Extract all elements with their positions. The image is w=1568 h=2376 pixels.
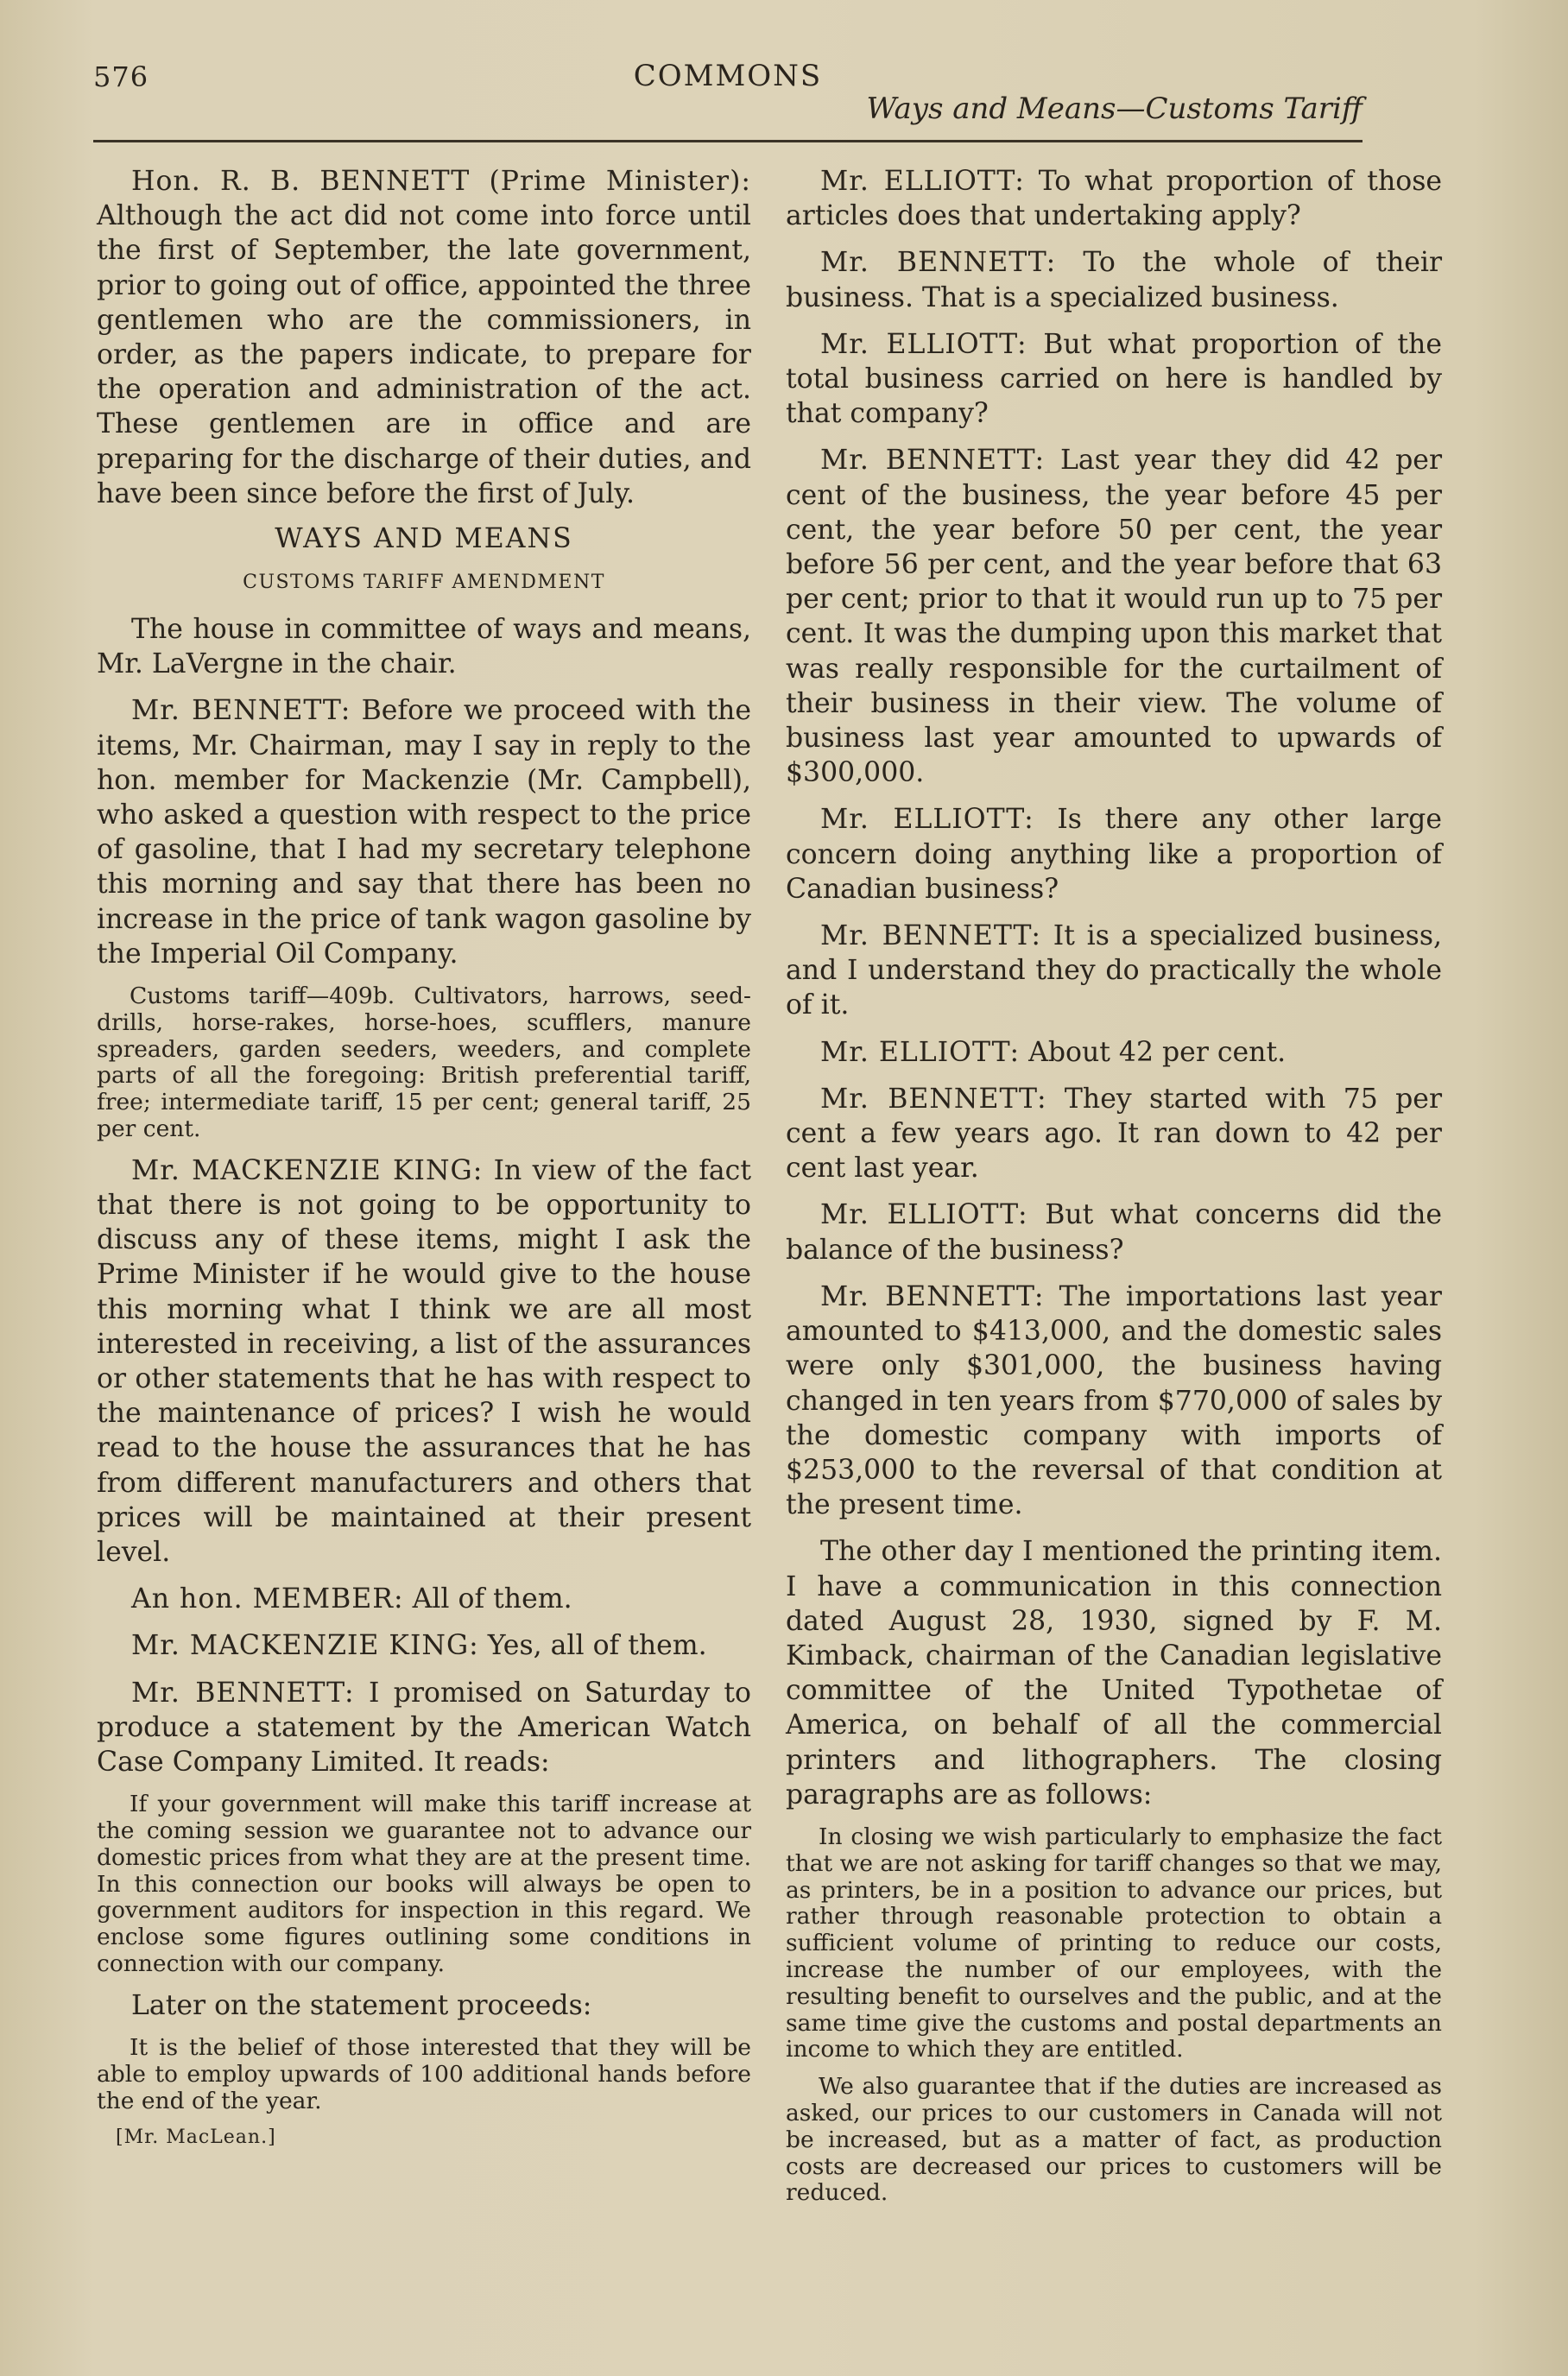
speech-paragraph bbox=[786, 919, 1442, 1023]
speaker-name: Mr. BENNETT: bbox=[820, 1280, 1045, 1312]
speech-paragraph bbox=[786, 443, 1442, 790]
quoted-statement: It is the belief of those interested that they will be able to employ upwards of 100 additional hands before the end of the year. bbox=[97, 2034, 751, 2114]
speaker-footer-reference: [Mr. MacLean.] bbox=[116, 2126, 276, 2149]
speech-text: But what concerns did the balance of the business? bbox=[786, 1199, 1442, 1266]
speaker-name: Mr. ELLIOTT: bbox=[820, 804, 1034, 836]
running-head: COMMONS bbox=[633, 59, 823, 93]
subsection-heading: CUSTOMS TARIFF AMENDMENT bbox=[243, 572, 605, 594]
speech-text: In view of the fact that there is not going to be opportunity to discuss any of these items, might I ask the Prime Minister if he would give to the house this morning what I think we are all most interested in receiving, a list of the assurances or other statements that he has with respect to the maintenance of prices? I wish he would read to the house the assurances that he has from different manufacturers and others that prices will be maintained at their present level. bbox=[97, 1154, 751, 1569]
speech-text: But what proportion of the total business carried on here is handled by that company? bbox=[786, 328, 1442, 430]
speaker-name: Mr. BENNETT: bbox=[820, 920, 1041, 952]
quoted-statement: If your government will make this tariff increase at the coming session we guarantee not to advance our domestic prices from what they are at the present time. In this connection our books will always be open to government auditors for inspection in this regard. We enclose some figures outlining some conditions in connection with our company. bbox=[97, 1791, 751, 1978]
speaker-name: Hon. R. B. BENNETT (Prime Minister): bbox=[131, 166, 751, 197]
narrative-paragraph: Later on the statement proceeds: bbox=[131, 1989, 592, 2021]
speech-paragraph bbox=[786, 164, 1442, 233]
narrative-paragraph: The other day I mentioned the printing item. I have a communication in this connection dated August 28, 1930, signed by F. M. Kimback, chairman of the Canadian legislative committee of the United Typothetae of America, on behalf of all the commercial printers and lithographers. The closing paragraphs are as follows: bbox=[786, 1536, 1442, 1810]
quoted-statement: We also guarantee that if the duties are increased as asked, our prices to our customers in Canada will not be increased, but as a matter of fact, as production costs are decreased our prices to customers will be reduced. bbox=[786, 2073, 1442, 2207]
quoted-statement: In closing we wish particularly to emphasize the fact that we are not asking for tariff changes so that we may, as printers, be in a position to advance our prices, but rather through reasonable protection to obtain a sufficient volume of printing to reduce our costs, increase the number of our employees, with the resulting benefit to ourselves and the public, and at the same time give the customs and postal departments an income to which they are entitled. bbox=[786, 1823, 1442, 2063]
speech-text: Before we proceed with the items, Mr. Chairman, may I say in reply to the hon. member for Mackenzie (Mr. Campbell), who asked a question with respect to the price of gasoline, that I had my secretary telephone this morning and say that there has been no increase in the price of tank wagon gasoline by the Imperial Oil Company. bbox=[97, 695, 751, 970]
speech-text: Although the act did not come into force until the first of September, the late government, prior to going out of office, appointed the three gentlemen who are the commissioners, in order, as the papers indicate, to prepare for the operation and administration of the act. These gentlemen are in office and are preparing for the discharge of their duties, and have been since before the first of July. bbox=[97, 200, 751, 509]
speech-paragraph bbox=[97, 1582, 751, 1616]
speech-paragraph bbox=[786, 1035, 1442, 1070]
speaker-name: Mr. ELLIOTT: bbox=[820, 1036, 1021, 1068]
tariff-item: Customs tariff—409b. Cultivators, harrows, seed-drills, horse-rakes, horse-hoes, scufflers, manure spreaders, garden seeders, weeders, and complete parts of all the foregoing: British preferential tariff, free; intermediate tariff, 15 per cent; general tariff, 25 per cent. bbox=[97, 983, 751, 1143]
speech-text: I promised on Saturday to produce a statement by the American Watch Case Company Limited. It reads: bbox=[97, 1677, 752, 1779]
speaker-name: An hon. MEMBER: bbox=[131, 1583, 404, 1615]
speech-paragraph bbox=[786, 1082, 1442, 1186]
speech-paragraph bbox=[97, 1153, 751, 1570]
speech-paragraph bbox=[786, 802, 1442, 907]
page-header bbox=[93, 54, 1363, 157]
page-number: 576 bbox=[93, 60, 149, 93]
section-head: Ways and Means—Customs Tariff bbox=[866, 92, 1363, 126]
speech-paragraph bbox=[97, 1628, 751, 1663]
left-column bbox=[97, 164, 751, 2148]
speech-paragraph bbox=[786, 245, 1442, 314]
speech-text: They started with 75 per cent a few years ago. It ran down to 42 per cent last year. bbox=[786, 1083, 1443, 1185]
section-heading: WAYS AND MEANS bbox=[275, 523, 573, 555]
right-column bbox=[786, 164, 1442, 2217]
speech-text: It is a specialized business, and I understand they do practically the whole of it. bbox=[786, 920, 1442, 1021]
speech-text: Is there any other large concern doing anything like a proportion of Canadian business? bbox=[786, 804, 1442, 905]
speaker-name: Mr. BENNETT: bbox=[131, 695, 351, 727]
speech-paragraph bbox=[97, 1676, 751, 1780]
speech-paragraph bbox=[786, 1280, 1442, 1522]
speech-text: To the whole of their business. That is a specialized business. bbox=[786, 247, 1442, 313]
speech-text: Last year they did 42 per cent of the business, the year before 45 per cent, the year before 50 per cent, the year before 56 per cent, and the year before that 63 per cent; prior to that it would run up to 75 per cent. It was the dumping upon this market that was really responsible for the curtailment of their business in their view. The volume of business last year amounted to upwards of $300,000. bbox=[786, 445, 1443, 789]
speaker-name: Mr. ELLIOTT: bbox=[820, 328, 1027, 360]
speaker-name: Mr. BENNETT: bbox=[820, 247, 1057, 279]
speaker-name: Mr. MACKENZIE KING: bbox=[131, 1154, 484, 1186]
procedure-paragraph: The house in committee of ways and means, Mr. LaVergne in the chair. bbox=[97, 614, 751, 680]
speaker-name: Mr. BENNETT: bbox=[131, 1677, 355, 1709]
speech-paragraph bbox=[97, 164, 751, 511]
speech-text: About 42 per cent. bbox=[1020, 1036, 1287, 1068]
header-rule bbox=[93, 140, 1363, 142]
speech-text: All of them. bbox=[403, 1583, 572, 1615]
speech-text: Yes, all of them. bbox=[478, 1630, 707, 1662]
speaker-name: Mr. ELLIOTT: bbox=[820, 1199, 1028, 1231]
speech-paragraph bbox=[786, 1197, 1442, 1267]
speech-paragraph bbox=[97, 693, 751, 971]
speaker-name: Mr. BENNETT: bbox=[820, 445, 1046, 477]
speaker-name: Mr. ELLIOTT: bbox=[820, 166, 1025, 197]
speech-paragraph bbox=[786, 327, 1442, 432]
speaker-name: Mr. MACKENZIE KING: bbox=[131, 1630, 479, 1662]
speaker-name: Mr. BENNETT: bbox=[820, 1083, 1047, 1115]
speech-text: To what proportion of those articles does that undertaking apply? bbox=[786, 166, 1443, 232]
speech-text: The importations last year amounted to $413,000, and the domestic sales were only $301,000, the business having changed in ten years from $770,000 of sales by the domestic company with imports of $253,000 to the reversal of that condition at the present time. bbox=[786, 1280, 1442, 1521]
